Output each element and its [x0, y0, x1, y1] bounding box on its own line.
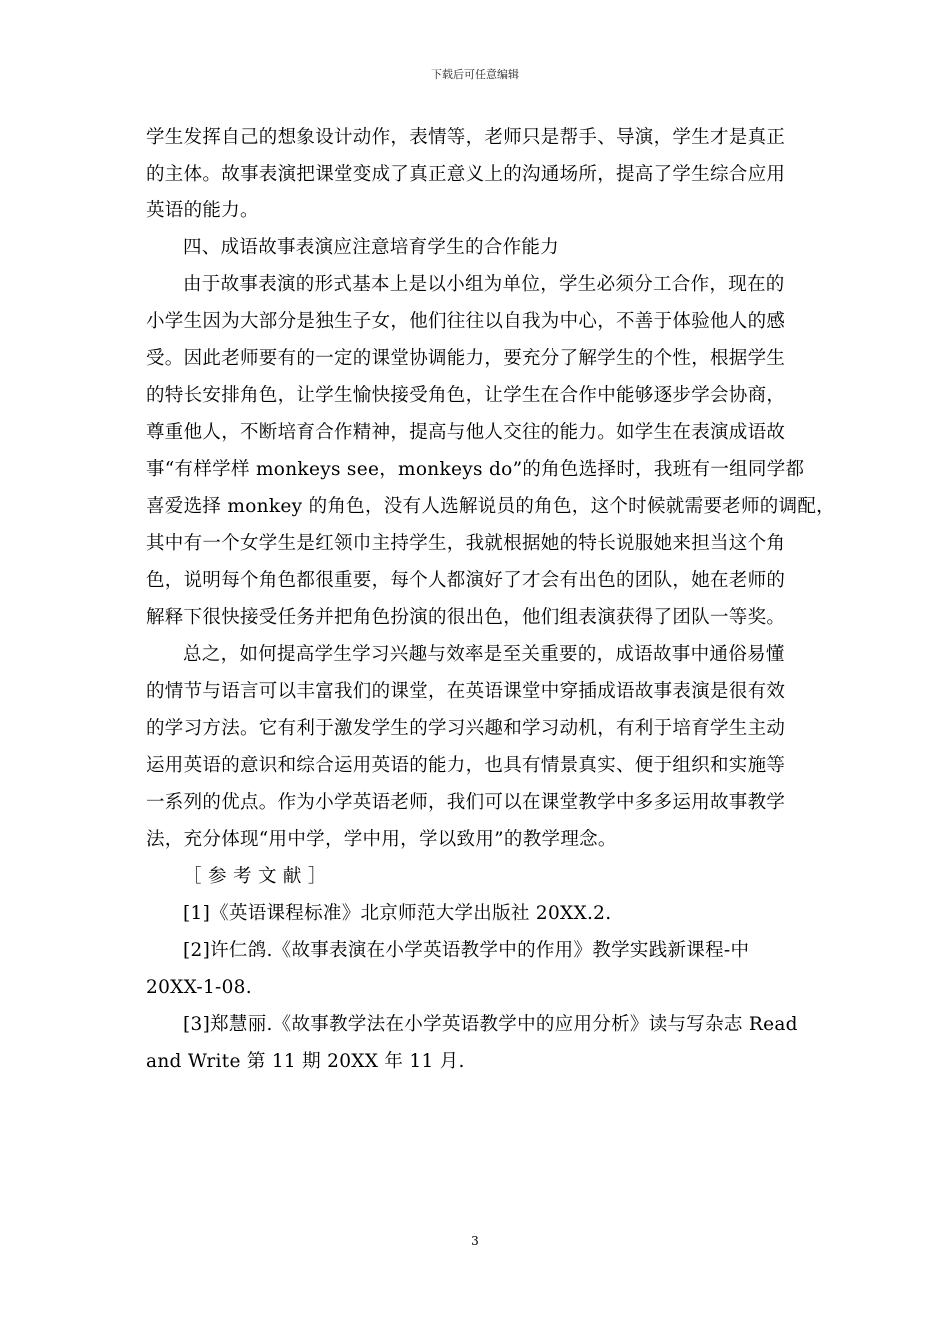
reference-item-continued: 20XX-1-08. — [146, 977, 252, 998]
section-heading: 四、成语故事表演应注意培育学生的合作能力 — [183, 237, 560, 258]
text-line: 尊重他人，不断培育合作精神，提高与他人交往的能力。如学生在表演成语故 — [146, 422, 786, 443]
text-line: 事“有样学样 monkeys see，monkeys do”的角色选择时，我班有一组同学都 — [146, 459, 805, 480]
text-line: 色，说明每个角色都很重要，每个人都演好了才会有出色的团队，她在老师的 — [146, 570, 786, 591]
text-line: 的学习方法。它有利于激发学生的学习兴趣和学习动机，有利于培育学生主动 — [146, 718, 786, 739]
text-line: 小学生因为大部分是独生子女，他们往往以自我为中心，不善于体验他人的感 — [146, 311, 786, 332]
page-header: 下载后可任意编辑 — [431, 68, 519, 81]
text-line: 总之，如何提高学生学习兴趣与效率是至关重要的，成语故事中通俗易懂 — [183, 644, 785, 665]
text-line: 的主体。故事表演把课堂变成了真正意义上的沟通场所，提高了学生综合应用 — [146, 164, 786, 185]
text-line: 的特长安排角色，让学生愉快接受角色，让学生在合作中能够逐步学会协商， — [146, 385, 786, 406]
text-line: 的情节与语言可以丰富我们的课堂，在英语课堂中穿插成语故事表演是很有效 — [146, 681, 786, 702]
text-line: 运用英语的意识和综合运用英语的能力，也具有情景真实、便于组织和实施等 — [146, 755, 786, 776]
text-line: 学生发挥自己的想象设计动作，表情等，老师只是帮手、导演，学生才是真正 — [146, 127, 786, 148]
reference-item: [3]郑慧丽.《故事教学法在小学英语教学中的应用分析》读与写杂志 Read — [183, 1014, 798, 1035]
page-number: 3 — [471, 1234, 479, 1248]
text-line: 英语的能力。 — [146, 200, 259, 221]
text-line: 一系列的优点。作为小学英语老师，我们可以在课堂教学中多多运用故事教学 — [146, 792, 786, 813]
text-line: 法，充分体现“用中学，学中用，学以致用”的教学理念。 — [146, 829, 617, 850]
references-heading: ［ 参 考 文 献 ］ — [183, 866, 327, 887]
text-line: 喜爱选择 monkey 的角色，没有人选解说员的角色，这个时候就需要老师的调配， — [146, 496, 835, 517]
text-line: 受。因此老师要有的一定的课堂协调能力，要充分了解学生的个性，根据学生 — [146, 348, 786, 369]
text-line: 解释下很快接受任务并把角色扮演的很出色，他们组表演获得了团队一等奖。 — [146, 607, 786, 628]
reference-item: [1]《英语课程标准》北京师范大学出版社 20XX.2. — [183, 903, 612, 924]
text-line: 由于故事表演的形式基本上是以小组为单位，学生必须分工合作，现在的 — [183, 274, 785, 295]
text-line: 其中有一个女学生是红领巾主持学生，我就根据她的特长说服她来担当这个角 — [146, 533, 786, 554]
reference-item-continued: and Write 第 11 期 20XX 年 11 月. — [146, 1051, 465, 1072]
reference-item: [2]许仁鸽.《故事表演在小学英语教学中的作用》教学实践新课程-中 — [183, 940, 750, 961]
